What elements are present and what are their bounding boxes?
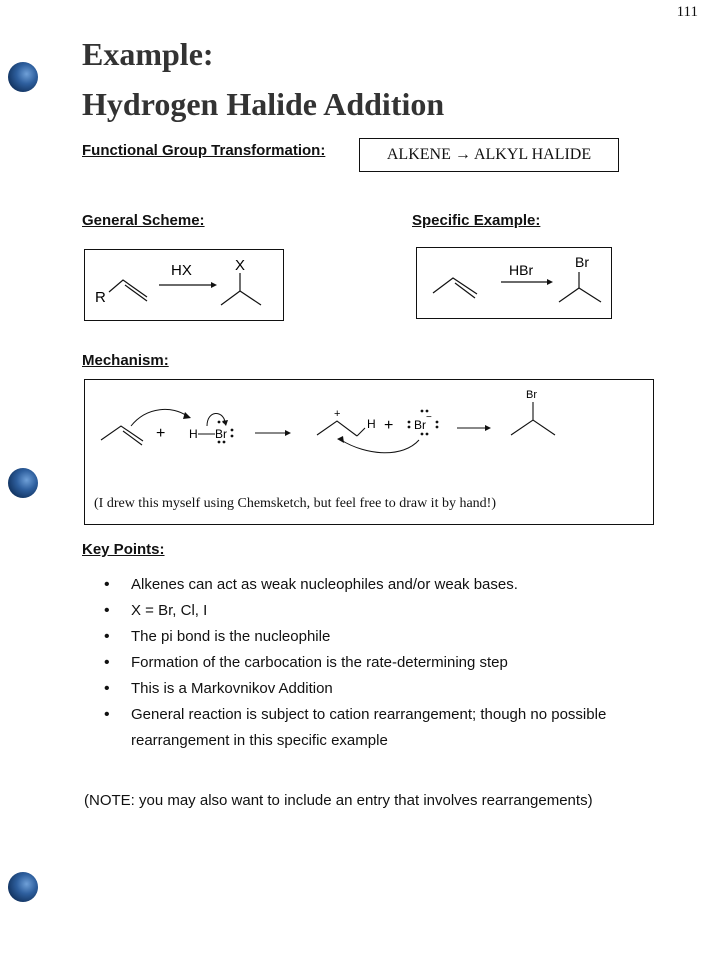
propene-bond [433,278,477,294]
r-group-label: R [95,289,106,306]
mech-plus-1: + [156,425,166,442]
punch-hole-top [8,62,38,92]
mech-h-2: H [367,417,376,431]
key-point-1: • Alkenes can act as weak nucleophiles and/or weak bases. [100,572,690,598]
product-skeleton [221,291,261,305]
lone-pair-dot [223,441,226,444]
punch-hole-middle [8,468,38,498]
fg-value: ALKENE → ALKYL HALIDE [386,146,592,163]
2-bromopropane-skeleton [559,288,601,302]
general-scheme-box [84,249,284,321]
lone-pair-dot [426,433,429,436]
arrow-head [211,282,217,288]
specific-example-label: Specific Example: [412,212,541,229]
specific-example-drawing [417,248,613,320]
hbr-reagent: HBr [509,262,534,278]
c-h-bond [357,428,365,436]
note-text: (NOTE: you may also want to include an entry that involves rearrangements) [84,792,593,809]
title-example: Example: [82,36,214,72]
curved-arrow-bond [207,413,225,426]
mech-br-1: Br [215,427,227,441]
curved-arrow-pi-head [183,412,191,419]
lone-pair-dot [408,421,411,424]
lone-pair-dot [223,421,226,424]
key-point-6: • General reaction is subject to cation rearrangement; though no possible rearrangement in this specific example [100,702,690,754]
mechanism-label: Mechanism: [82,352,169,369]
carbocation-skeleton [317,421,357,436]
mech-br-product: Br [526,389,537,401]
lone-pair-dot [421,433,424,436]
key-points-list [100,572,690,754]
alkene-double-bond [125,285,147,301]
arrow-head-2 [547,279,553,285]
mech-br-2: Br [414,418,426,432]
title-hydrogen-halide: Hydrogen Halide Addition [82,86,445,122]
fg-label: Functional Group Transformation: [82,142,326,159]
lone-pair-dot [421,410,424,413]
x-substituent: X [235,257,246,274]
specific-example-box [416,247,612,319]
punch-hole-bottom [8,872,38,902]
product-skeleton-mech [511,420,555,435]
key-point-4: • Formation of the carbocation is the rate-determining step [100,650,690,676]
general-scheme-drawing [85,250,285,322]
page-number: 111 [676,4,698,20]
lone-pair-dot [436,421,439,424]
mechanism-caption: (I drew this myself using Chemsketch, but feel free to draw it by hand!) [94,496,497,511]
mech-minus-charge: − [426,412,432,423]
lone-pair-dot [218,421,221,424]
lone-pair-dot [436,426,439,429]
curved-arrow-bond-head [222,420,228,426]
key-points-label: Key Points: [82,541,165,558]
lone-pair-dot [231,429,234,432]
key-point-2: • X = Br, Cl, I [100,598,690,624]
hx-reagent: HX [171,262,192,279]
mech-arrow-1-head [285,430,291,436]
general-scheme-label: General Scheme: [82,212,205,229]
key-point-3: • The pi bond is the nucleophile [100,624,690,650]
lone-pair-dot [218,441,221,444]
mech-plus-2: + [384,417,394,434]
mech-h-1: H [189,427,198,441]
key-point-5: • This is a Markovnikov Addition [100,676,690,702]
mech-arrow-2-head [485,425,491,431]
lone-pair-dot [231,435,234,438]
lone-pair-dot [408,426,411,429]
fg-box [359,138,619,172]
propene-mech-bond [101,426,143,441]
br-substituent: Br [575,254,589,270]
curved-arrow-bromide-head [337,436,344,443]
alkene-bond [109,280,147,297]
lone-pair-dot [426,410,429,413]
mech-plus-charge: + [334,408,341,420]
curved-arrow-bromide [341,440,419,453]
curved-arrow-pi [131,409,187,426]
mechanism-drawing [85,380,655,490]
